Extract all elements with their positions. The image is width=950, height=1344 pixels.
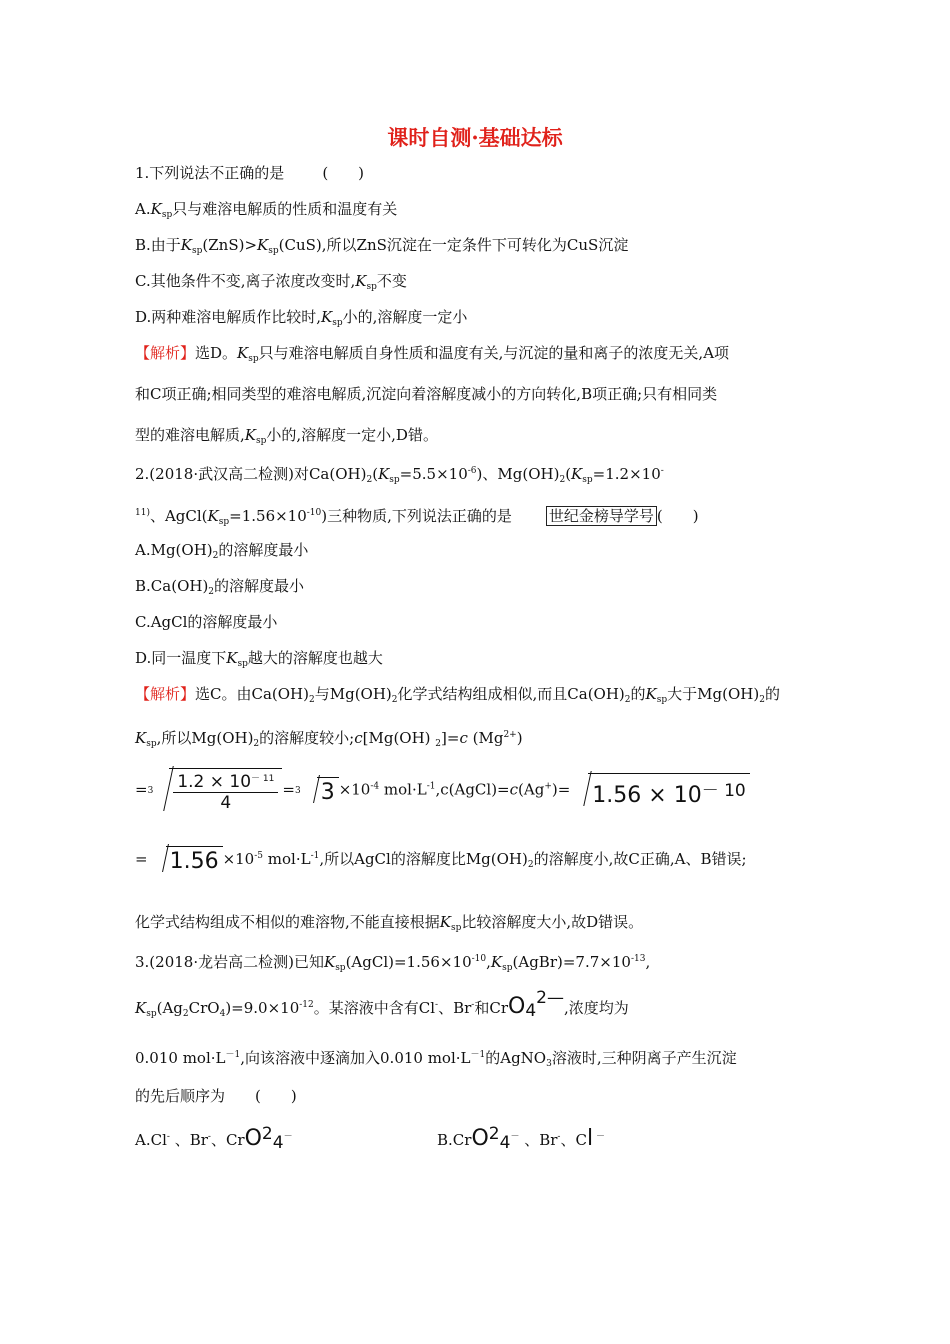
analysis-tag: 【解析】 (135, 685, 196, 703)
q1-option-c: C.其他条件不变,离子浓度改变时$,K_{sp}$不变 (135, 272, 407, 292)
q2-option-a: $A.Mg(OH)_2$的溶解度最小 (135, 541, 309, 561)
q3-stem-line-1: 3.(2018·龙岩高二检测)已知$K_{sp}(AgCl)=1.56\times 10^{-10},K_{sp}(AgBr)=7.7\times 10^{-13}$, (135, 953, 651, 973)
q3-stem-line-2: $K_{sp}(Ag_2CrO_4)=9.0\times 10^{-12}$。某溶液中含有Cl-、Br-和CrO$_4^{2—}$,浓度均为 (135, 988, 629, 1021)
page-title: 课时自测·基础达标 (387, 125, 563, 150)
q1-option-d: D.两种难溶电解质作比较时$,K_{sp}$小的,溶解度一定小 (135, 308, 468, 328)
q3-stem-line-4: 的先后顺序为 ( ) (135, 1087, 297, 1105)
sqrt-1-56e-10: $1.56 \times 10^{- 10}$ (570, 773, 749, 808)
q1-stem: 1.下列说法不正确的是 ( ) (135, 164, 365, 182)
q2-analysis-last: 化学式结构组成不相似的难溶物,不能直接根据$K_{sp}$比较溶解度大小,故D错误。 (135, 913, 644, 933)
q3-stem-line-3: 0.010 $mol\cdot L^{-1}$,向该溶液中逐滴加入0.010 $mol\cdot L^{-1}$的AgNO$_3$溶液时,三种阴离子产生沉淀 (135, 1049, 737, 1069)
q2-analysis-line-2: $K_{sp}$,所以$Mg(OH)_2$的溶解度较小;c[Mg(OH) $_2$]=c $(Mg^{2+})$ (135, 729, 523, 749)
q2-option-d: D.同一温度下$K_{sp}$越大的溶解度也越大 (135, 649, 383, 669)
fraction-denominator: 4 (220, 793, 232, 813)
q1-analysis-line-3: 型的难溶电解质$,K_{sp}$小的,溶解度一定小,D错。 (135, 426, 438, 446)
q2-formula-line-1: =3 $\frac{1.2 \times 10^{- 11}}{4}$ =3 $3 \times 10^{-4}$ $mol\cdot L^{-1},c(AgCl)=c(Ag^+)= 1.56 \times 10^{- 10}$ (135, 768, 750, 813)
q2-formula-line-2: = $1.56 \times 10^{-5}$ $mol\cdot L^{-1}$,所以AgCl的溶解度比$Mg(OH)_2$的溶解度小,故C正确,A、B错误; (135, 846, 747, 874)
q3-option-b: B.CrO$^2_4$－ 、Br-、Cl － (437, 1124, 605, 1153)
cube-root-fraction (151, 768, 282, 813)
q2-stem-line-2: $^{11)}$、$AgCl(K_{sp}=1.56\times 10^{-10})$三种物质,下列说法正确的是 世纪金榜导学号 ( ) (135, 507, 699, 527)
q1-option-b: B.由于$K_{sp}(ZnS)>K_{sp}(CuS)$,所以ZnS沉淀在一定条件下可转化为CuS沉淀 (135, 236, 629, 256)
q2-option-b: $B.Ca(OH)_2$的溶解度最小 (135, 577, 305, 597)
q1-analysis-line-1: 【解析】选D。$K_{sp}$只与难溶电解质自身性质和温度有关,与沉淀的量和离子的浓度无关,A项 (135, 344, 730, 364)
q3-option-a: A.Cl- 、Br-、CrO$^2_4$－ (135, 1124, 293, 1153)
q2-stem-line-1: 2.(2018·武汉高二检测)对$Ca(OH)_2(K_{sp}=5.5\times 10^{-6})$、$Mg(OH)_2(K_{sp}=1.2\times 10^-$ (135, 465, 664, 485)
q1-analysis-line-2: 和C项正确;相同类型的难溶电解质,沉淀向着溶解度减小的方向转化,B项正确;只有相同类 (135, 385, 718, 403)
q2-option-c: C.AgCl的溶解度最小 (135, 613, 278, 631)
analysis-tag: 【解析】 (135, 344, 196, 362)
fraction-numerator: $1.2 \times 10^{- 11}$ (173, 771, 278, 793)
source-box: 世纪金榜导学号 (546, 506, 657, 526)
q2-analysis-line-1: 【解析】选C。由$Ca(OH)_2$与$Mg(OH)_2$化学式结构组成相似,而且$Ca(OH)_2$的$K_{sp}$大于$Mg(OH)_2$的 (135, 685, 780, 705)
cube-root-3: 3 (299, 777, 339, 805)
q1-option-a: $A.K_{sp}$只与难溶电解质的性质和温度有关 (135, 200, 398, 220)
sqrt-1-56: 1.56 (148, 846, 223, 874)
